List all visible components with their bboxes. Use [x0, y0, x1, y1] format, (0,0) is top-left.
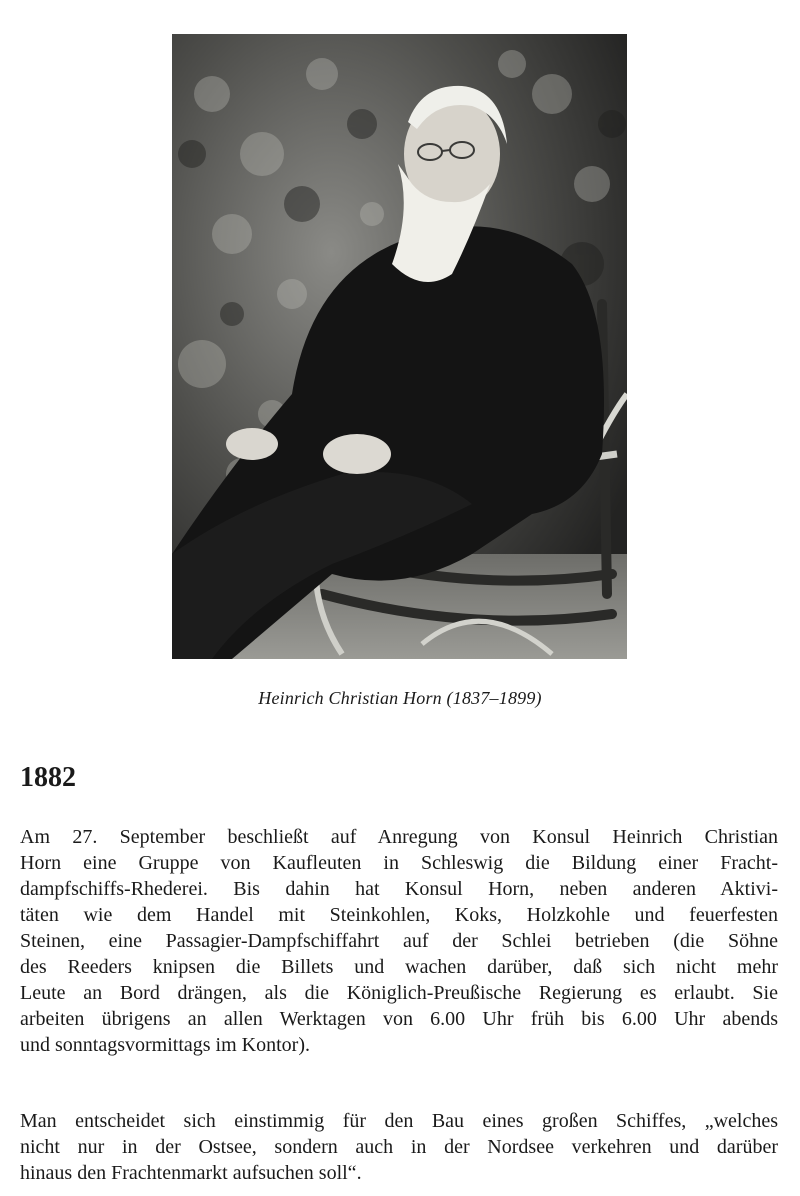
text-line: Am 27. September beschließt auf Anregung von Konsul Heinrich Christian [20, 826, 778, 848]
text-line: Horn eine Gruppe von Kaufleuten in Schleswig die Bildung einer Fracht- [20, 852, 778, 874]
text-line: dampfschiffs-Rhederei. Bis dahin hat Konsul Horn, neben anderen Aktivi- [20, 878, 778, 900]
text-line: Man entscheidet sich einstimmig für den Bau eines großen Schiffes, „welches [20, 1110, 778, 1132]
section-year-heading: 1882 [20, 762, 76, 793]
text-line: hinaus den Frachtenmarkt aufsuchen soll“. [20, 1162, 362, 1184]
text-line: und sonntagsvormittags im Kontor). [20, 1034, 310, 1056]
text-line: nicht nur in der Ostsee, sondern auch in der Nordsee verkehren und darüber [20, 1136, 778, 1158]
paragraph-1 [20, 824, 778, 1058]
portrait-illustration [172, 34, 627, 659]
text-line: des Reeders knipsen die Billets und wachen darüber, daß sich nicht mehr [20, 956, 778, 978]
text-line: arbeiten übrigens an allen Werktagen von 6.00 Uhr früh bis 6.00 Uhr abends [20, 1008, 778, 1030]
paragraph-2 [20, 1108, 778, 1186]
text-line: täten wie dem Handel mit Steinkohlen, Koks, Holzkohle und feuerfesten [20, 904, 778, 926]
photo-caption: Heinrich Christian Horn (1837–1899) [258, 688, 542, 708]
text-line: Steinen, eine Passagier-Dampfschiffahrt auf der Schlei betrieben (die Söhne [20, 930, 778, 952]
text-line: Leute an Bord drängen, als die Königlich-Preußische Regierung es erlaubt. Sie [20, 982, 778, 1004]
portrait-photo [172, 34, 627, 659]
